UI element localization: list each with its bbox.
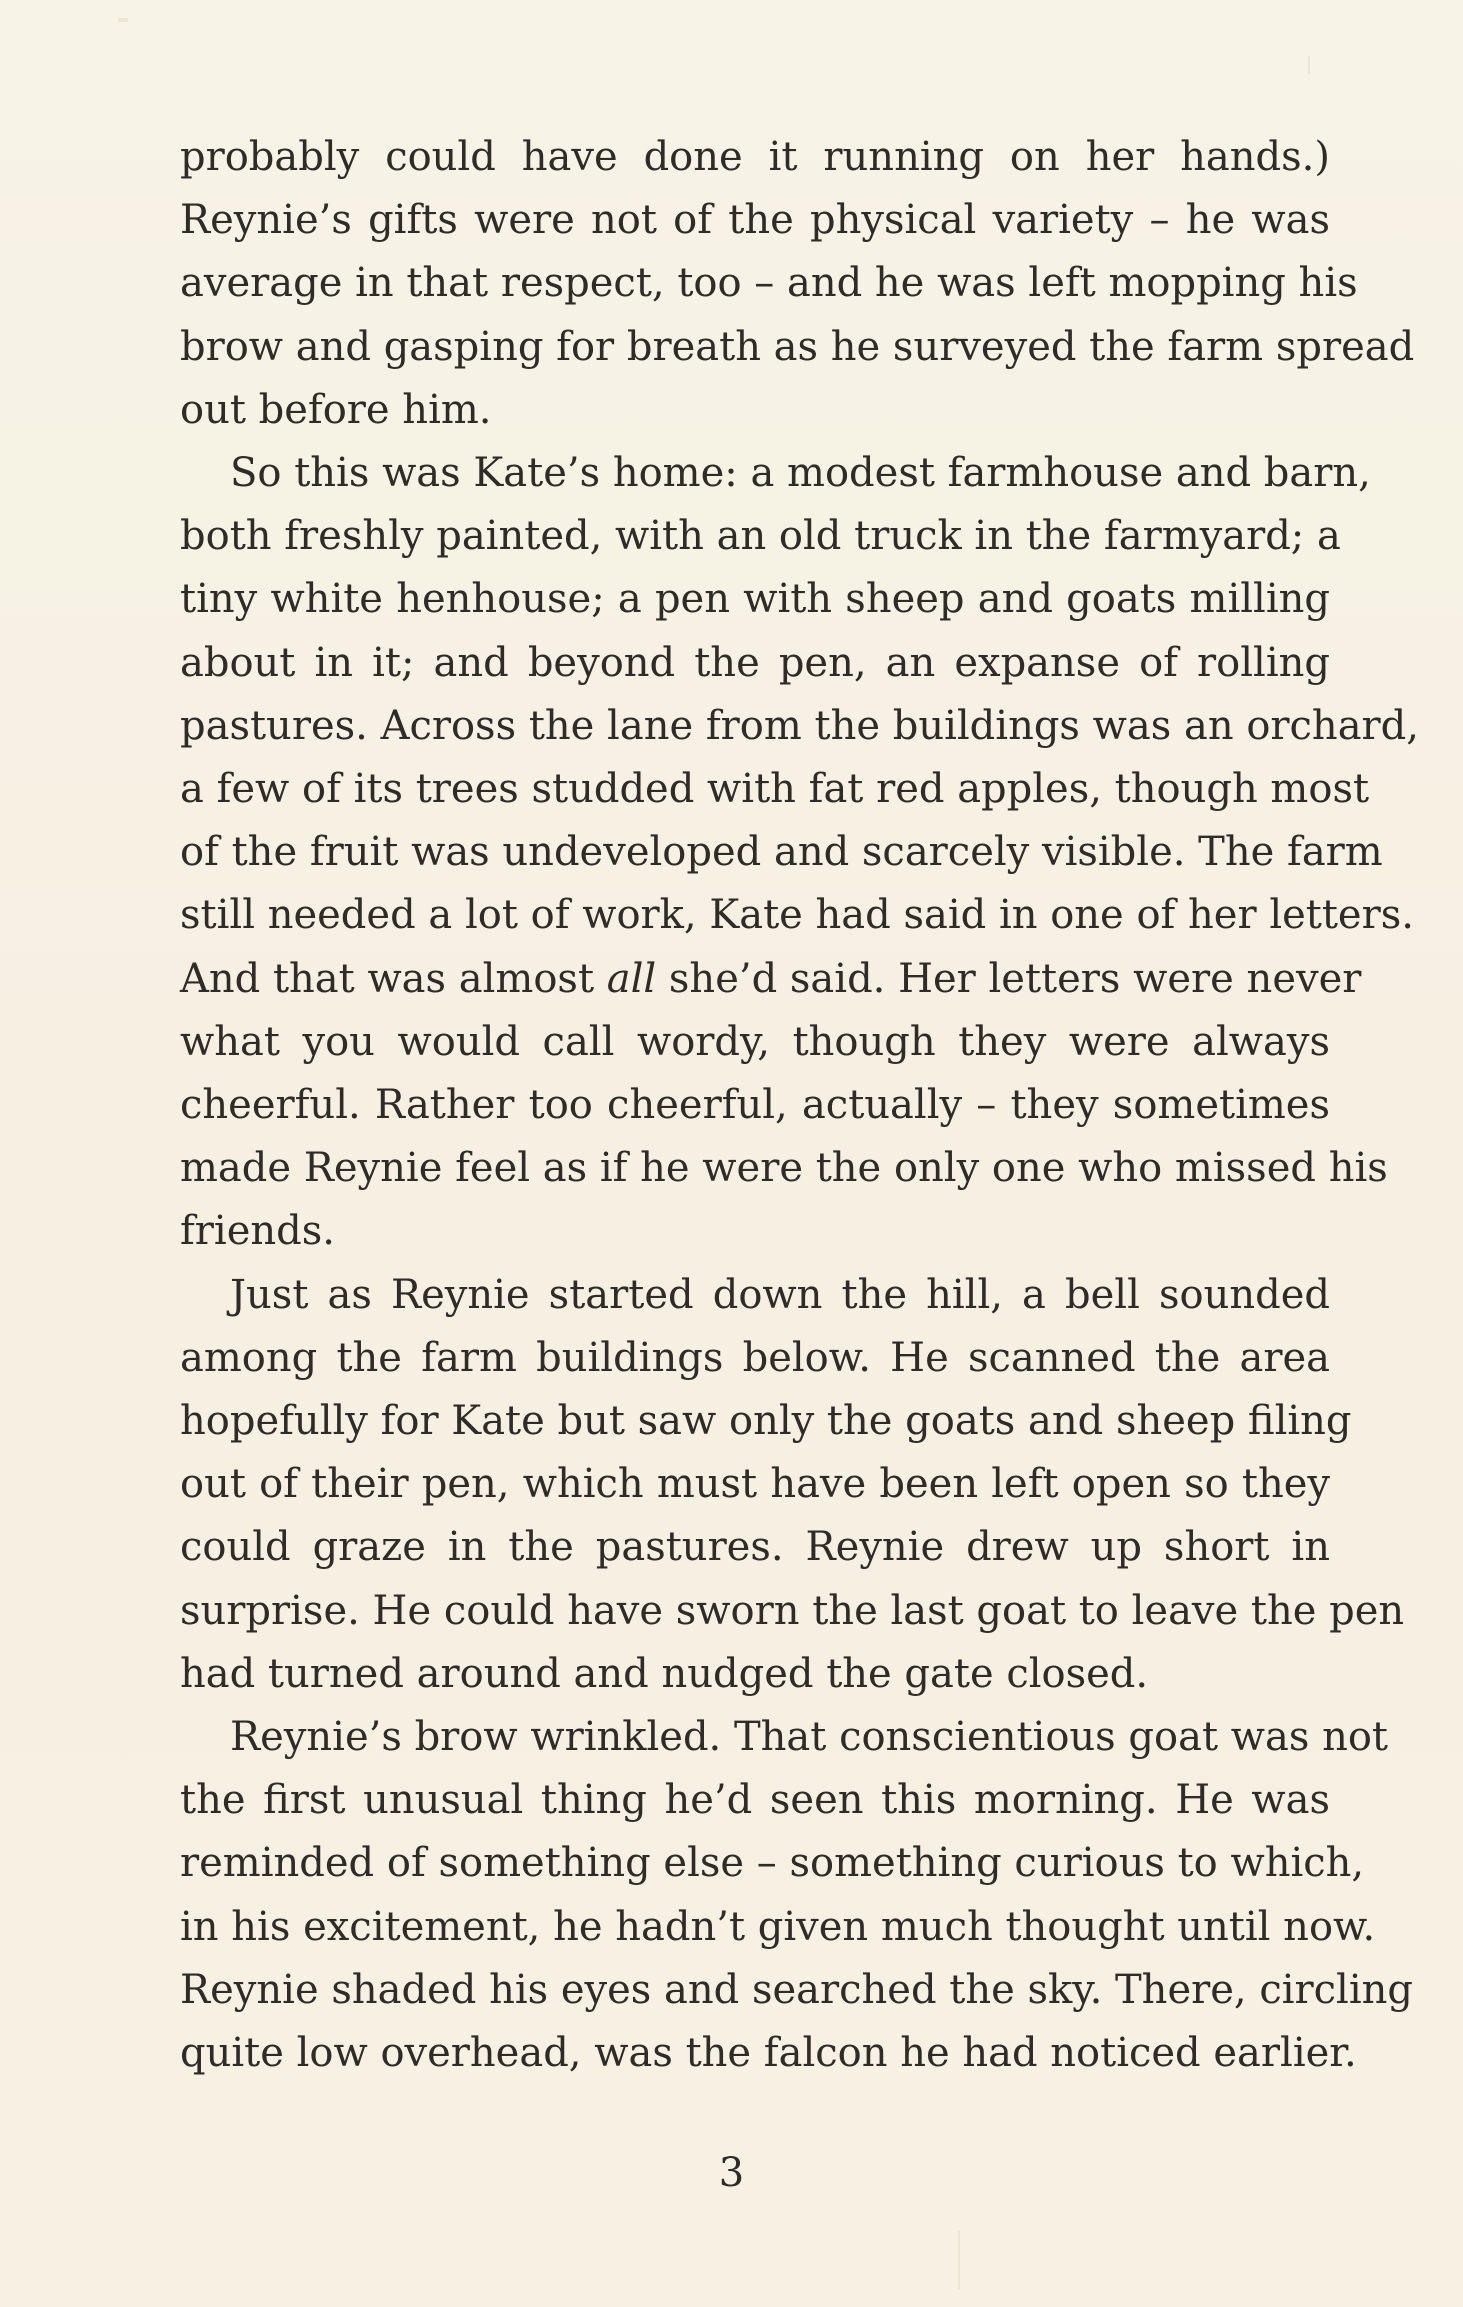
text-fragment: she’d said. Her letters were never	[656, 955, 1362, 1002]
text-line: out of their pen, which must have been left open so they	[180, 1461, 1330, 1508]
text-line: Reynie shaded his eyes and searched the sky. There, circling	[180, 1966, 1414, 2013]
text-line: of the fruit was undeveloped and scarcely visible. The farm	[180, 829, 1383, 876]
scan-artifact-top-left	[118, 18, 128, 22]
text-line: in his excitement, he hadn’t given much thought until now.	[180, 1903, 1376, 1950]
text-line: average in that respect, too – and he was left mopping his	[180, 260, 1358, 307]
text-fragment: And that was almost	[180, 955, 607, 1002]
text-line: So this was Kate’s home: a modest farmhouse and barn,	[230, 450, 1371, 497]
text-line: pastures. Across the lane from the buildings was an orchard,	[180, 702, 1419, 749]
text-line: could graze in the pastures. Reynie drew up short in	[180, 1524, 1330, 1571]
text-line: Reynie’s gifts were not of the physical variety – he was	[180, 197, 1330, 244]
text-line: tiny white henhouse; a pen with sheep and goats milling	[180, 576, 1330, 623]
text-line: the first unusual thing he’d seen this morning. He was	[180, 1777, 1330, 1824]
text-line: both freshly painted, with an old truck in the farmyard; a	[180, 513, 1341, 560]
emphasized-word: all	[606, 955, 657, 1002]
paragraph-3	[180, 1264, 1405, 1706]
text-line: hopefully for Kate but saw only the goats and sheep filing	[180, 1398, 1352, 1445]
page-number: 3	[718, 2150, 745, 2196]
text-line: brow and gasping for breath as he surveyed the farm spread	[180, 323, 1415, 370]
text-line: a few of its trees studded with fat red apples, though most	[180, 766, 1370, 813]
text-line-with-emphasis	[180, 948, 1362, 1011]
scan-artifact-bottom	[958, 2230, 960, 2290]
text-line: cheerful. Rather too cheerful, actually – they sometimes	[180, 1082, 1330, 1129]
text-line: Reynie’s brow wrinkled. That conscientious goat was not	[230, 1714, 1388, 1761]
text-line: had turned around and nudged the gate closed.	[180, 1650, 1149, 1697]
text-line: quite low overhead, was the falcon he had noticed earlier.	[180, 2030, 1357, 2077]
text-line: surprise. He could have sworn the last goat to leave the pen	[180, 1587, 1405, 1634]
text-line: out before him.	[180, 386, 492, 433]
paragraph-4	[180, 1706, 1414, 2085]
text-line: probably could have done it running on her hands.)	[180, 134, 1330, 180]
text-line: friends.	[180, 1208, 335, 1255]
text-line: Just as Reynie started down the hill, a bell sounded	[230, 1271, 1330, 1318]
scan-artifact-top-right	[1308, 56, 1310, 74]
paragraph-2	[180, 442, 1419, 1264]
text-line: reminded of something else – something curious to which,	[180, 1840, 1365, 1887]
text-line: among the farm buildings below. He scanned the area	[180, 1334, 1330, 1381]
text-line: what you would call wordy, though they were always	[180, 1018, 1330, 1065]
text-line: about in it; and beyond the pen, an expanse of rolling	[180, 639, 1330, 686]
body-text	[180, 126, 1419, 2085]
text-line: still needed a lot of work, Kate had said in one of her letters.	[180, 892, 1414, 939]
text-line: made Reynie feel as if he were the only one who missed his	[180, 1145, 1388, 1192]
paragraph-1	[180, 126, 1415, 442]
